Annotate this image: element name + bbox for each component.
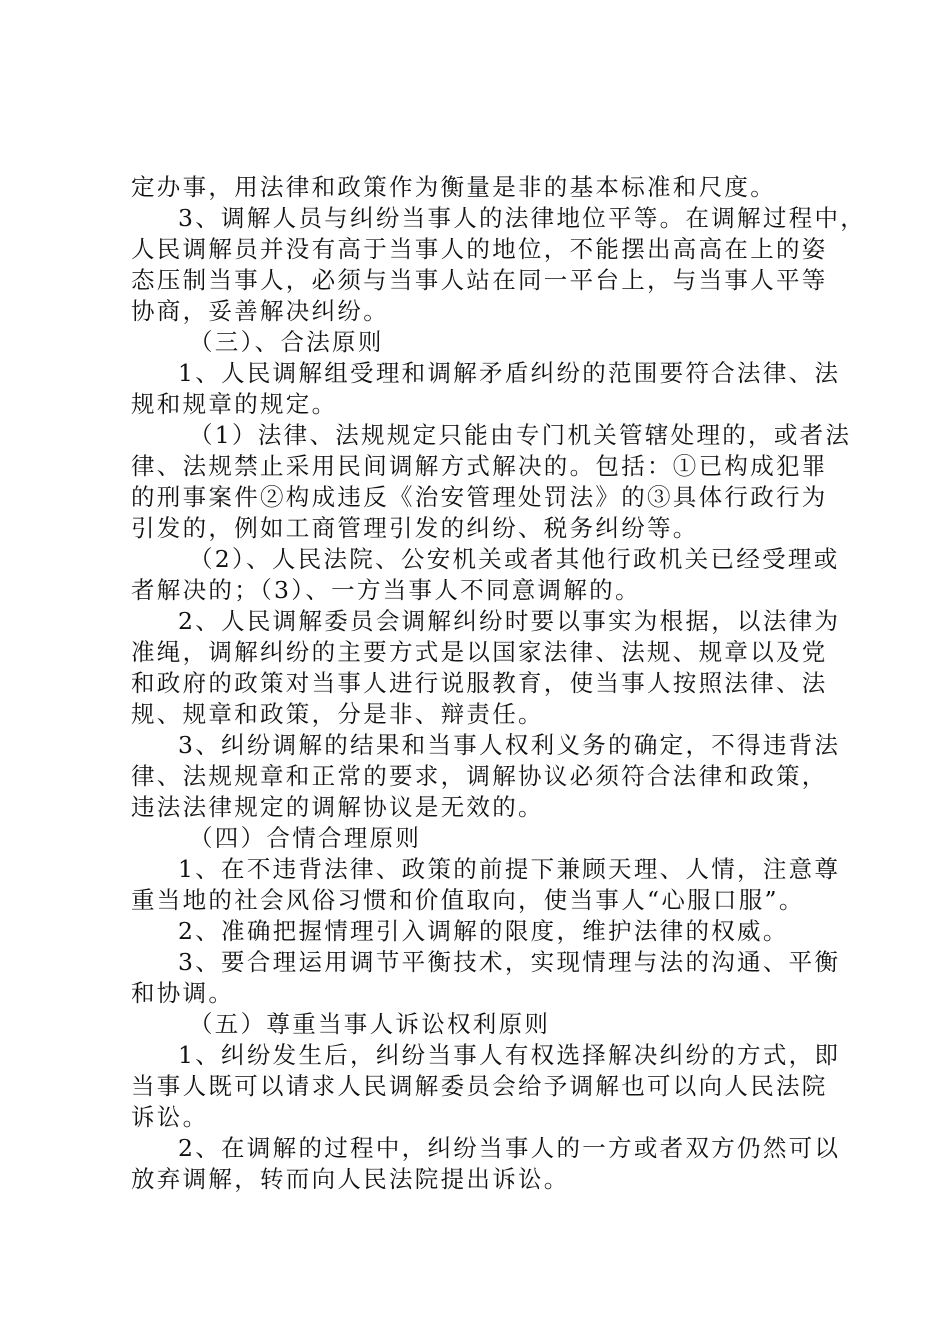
text-line: 律、法规规章和正常的要求，调解协议必须符合法律和政策， [131, 762, 828, 790]
text-line: 重当地的社会风俗习惯和价值取向，使当事人“心服口服”。 [131, 886, 805, 914]
text-line: 和协调。 [131, 979, 235, 1007]
text-line: 1、在不违背法律、政策的前提下兼顾天理、人情，注意尊 [178, 855, 841, 883]
text-line: 规、规章和政策，分是非、辩责任。 [131, 700, 544, 728]
section-heading: （三）、合法原则 [189, 328, 384, 356]
text-line: 规和规章的规定。 [131, 390, 338, 418]
document-body [131, 172, 867, 1195]
section-heading: （五）尊重当事人诉讼权利原则 [189, 1010, 551, 1038]
text-line: 态压制当事人，必须与当事人站在同一平台上，与当事人平等 [131, 266, 828, 294]
text-line: 的刑事案件②构成违反《治安管理处罚法》的③具体行政行为 [131, 483, 828, 511]
text-line: 放弃调解，转而向人民法院提出诉讼。 [131, 1165, 570, 1193]
text-line: 3、要合理运用调节平衡技术，实现情理与法的沟通、平衡 [178, 948, 841, 976]
text-line: （2）、人民法院、公安机关或者其他行政机关已经受理或 [189, 545, 840, 573]
text-line: 1、人民调解组受理和调解矛盾纠纷的范围要符合法律、法 [178, 359, 841, 387]
text-line: 3、纠纷调解的结果和当事人权利义务的确定，不得违背法 [178, 731, 841, 759]
text-line: 人民调解员并没有高于当事人的地位，不能摆出高高在上的姿 [131, 235, 828, 263]
section-heading: （四）合情合理原则 [189, 824, 422, 852]
text-line: （1）法律、法规规定只能由专门机关管辖处理的，或者法 [189, 421, 852, 449]
text-line: 准绳，调解纠纷的主要方式是以国家法律、法规、规章以及党 [131, 638, 828, 666]
text-line: 1、纠纷发生后，纠纷当事人有权选择解决纠纷的方式，即 [178, 1041, 841, 1069]
text-line: 2、人民调解委员会调解纠纷时要以事实为根据，以法律为 [178, 607, 841, 635]
text-line: 律、法规禁止采用民间调解方式解决的。包括：①已构成犯罪 [131, 452, 828, 480]
text-line: 引发的，例如工商管理引发的纠纷、税务纠纷等。 [131, 514, 699, 542]
text-line: 定办事，用法律和政策作为衡量是非的基本标准和尺度。 [131, 173, 776, 201]
text-line: 2、在调解的过程中，纠纷当事人的一方或者双方仍然可以 [178, 1134, 841, 1162]
text-line: 违法法律规定的调解协议是无效的。 [131, 793, 544, 821]
text-line: 2、准确把握情理引入调解的限度，维护法律的权威。 [178, 917, 789, 945]
text-line: 和政府的政策对当事人进行说服教育，使当事人按照法律、法 [131, 669, 828, 697]
text-line: 者解决的；（3）、一方当事人不同意调解的。 [131, 576, 641, 604]
text-line: 当事人既可以请求人民调解委员会给予调解也可以向人民法院 [131, 1072, 828, 1100]
text-line: 3、调解人员与纠纷当事人的法律地位平等。在调解过程中， [178, 204, 867, 232]
text-line: 协商，妥善解决纠纷。 [131, 297, 389, 325]
text-line: 诉讼。 [131, 1103, 209, 1131]
